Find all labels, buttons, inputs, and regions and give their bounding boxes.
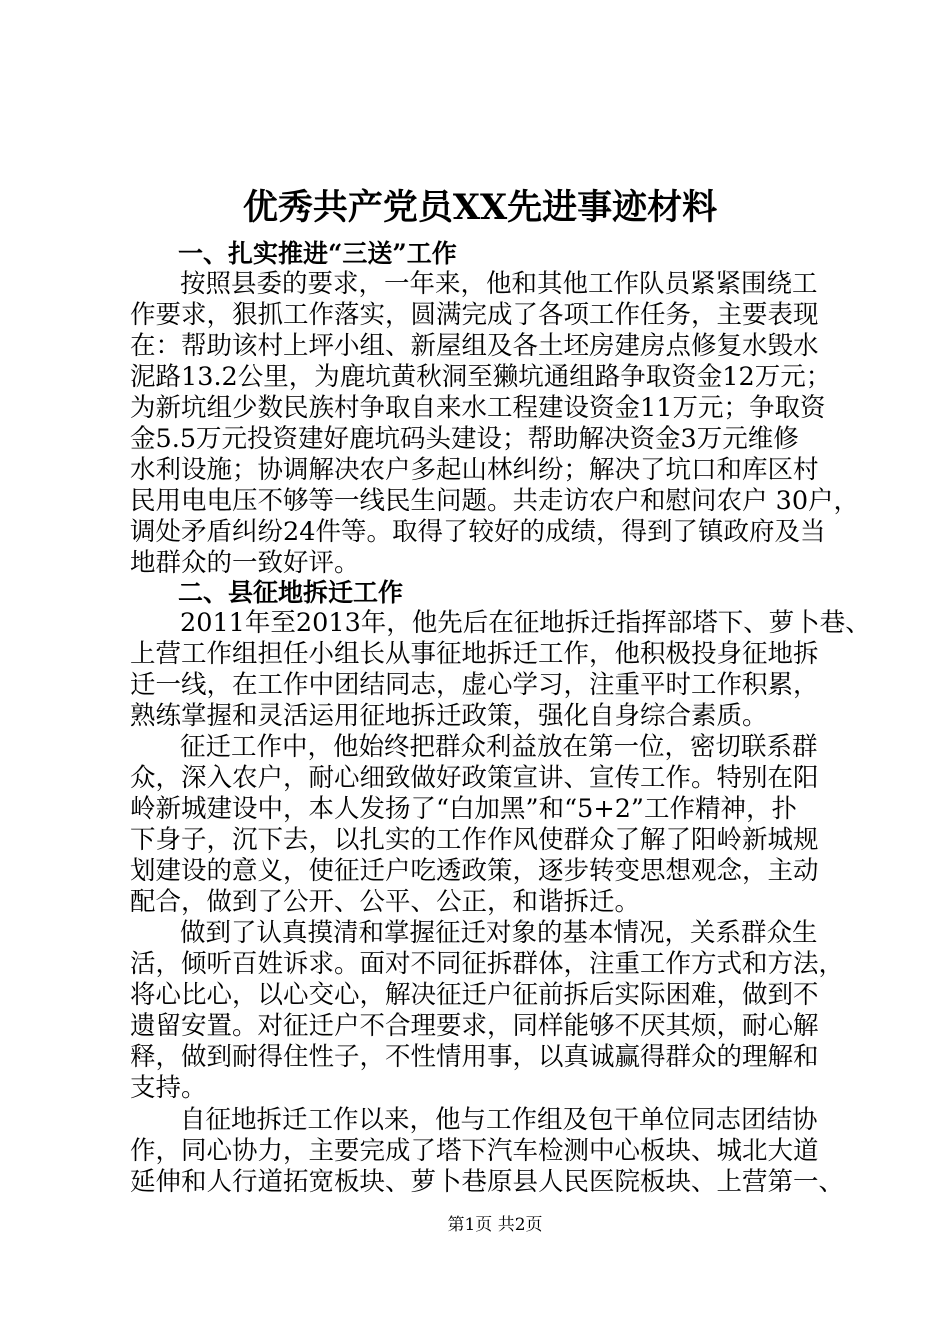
text-line: 上营工作组担任小组长从事征地拆迁工作，他积极投身征地拆 [130,639,819,669]
section-heading-2: 二、县征地拆迁工作 [178,578,404,607]
text-line: 在：帮助该村上坪小组、新屋组及各土坯房建房点修复水毁水 [130,331,819,361]
text-line: 作要求，狠抓工作落实，圆满完成了各项工作任务，主要表现 [130,300,819,330]
text-line: 活，倾听百姓诉求。面对不同征拆群体，注重工作方式和方法， [130,949,845,979]
text-line: 岭新城建设中，本人发扬了“白加黑”和“5+2”工作精神，扑 [130,794,797,824]
text-line: 按照县委的要求，一年来，他和其他工作队员紧紧围绕工 [180,269,818,299]
text-line: 征迁工作中，他始终把群众利益放在第一位，密切联系群 [180,732,818,762]
text-line: 熟练掌握和灵活运用征地拆迁政策，强化自身综合素质。 [130,701,768,731]
text-line: 为新坑组少数民族村争取自来水工程建设资金11万元；争取资 [130,393,826,423]
text-line: 民用电电压不够等一线民生问题。共走访农户和慰问农户 30户， [130,486,860,516]
text-line: 迁一线，在工作中团结同志，虚心学习，注重平时工作积累， [130,670,819,700]
text-line: 遗留安置。对征迁户不合理要求，同样能够不厌其烦，耐心解 [130,1011,819,1041]
text-line: 众，深入农户，耐心细致做好政策宣讲、宣传工作。特别在阳 [130,763,819,793]
text-line: 将心比心，以心交心，解决征迁户征前拆后实际困难，做到不 [130,980,819,1010]
section-heading-1: 一、扎实推进“三送”工作 [178,239,457,268]
text-line: 延伸和人行道拓宽板块、萝卜巷原县人民医院板块、上营第一、 [130,1167,845,1197]
text-line: 释，做到耐得住性子，不性情用事，以真诚赢得群众的理解和 [130,1042,819,1072]
text-line: 作，同心协力，主要完成了塔下汽车检测中心板块、城北大道 [130,1136,819,1166]
text-line: 支持。 [130,1073,207,1103]
text-line: 水利设施；协调解决农户多起山林纠纷；解决了坑口和库区村 [130,455,819,485]
text-line: 调处矛盾纠纷24件等。取得了较好的成绩，得到了镇政府及当 [130,517,826,547]
text-line: 划建设的意义，使征迁户吃透政策，逐步转变思想观念，主动 [130,856,819,886]
text-line: 下身子，沉下去，以扎实的工作作风使群众了解了阳岭新城规 [130,825,819,855]
text-line: 金5.5万元投资建好鹿坑码头建设；帮助解决资金3万元维修 [130,424,799,454]
text-line: 2011年至2013年，他先后在征地拆迁指挥部塔下、萝卜巷、 [180,608,871,638]
document-title: 优秀共产党员XX先进事迹材料 [242,187,718,228]
text-line: 配合，做到了公开、公平、公正，和谐拆迁。 [130,887,641,917]
text-line: 做到了认真摸清和掌握征迁对象的基本情况，关系群众生 [180,918,818,948]
text-line: 泥路13.2公里，为鹿坑黄秋洞至獭坑通组路争取资金12万元； [130,362,832,392]
text-line: 自征地拆迁工作以来，他与工作组及包干单位同志团结协 [180,1105,818,1135]
text-line: 地群众的一致好评。 [130,548,360,578]
page-footer: 第1页 共2页 [447,1215,543,1235]
